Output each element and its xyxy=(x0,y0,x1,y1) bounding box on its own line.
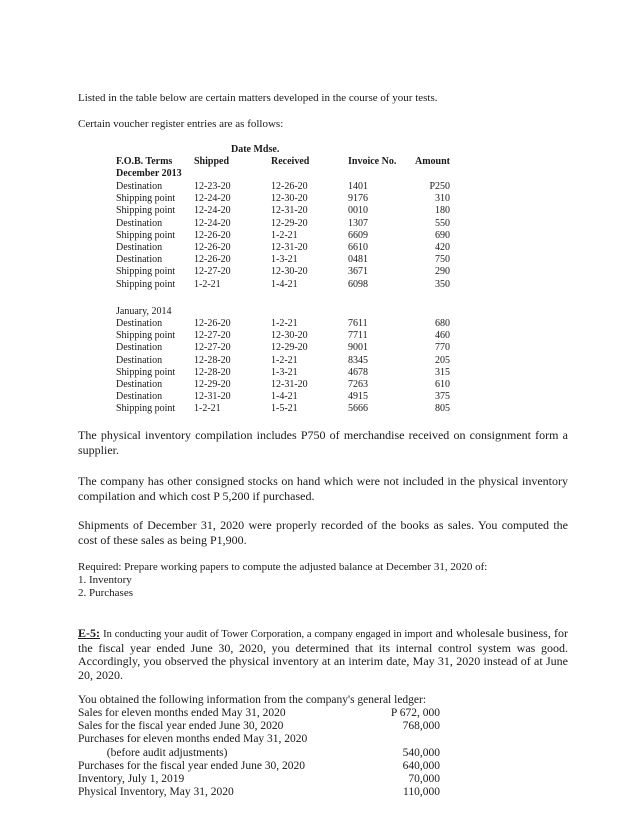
cell-shipped: 12-26-20 xyxy=(194,242,231,253)
ledger-value: 768,000 xyxy=(402,720,440,733)
required-list xyxy=(78,574,133,600)
problem-e5-text: and wholesale business, for the fiscal year ended June 30, 2020, you determined that its internal control system was good. Accordingly, you observed the physical inventory at an interim date, May 31, 2020 instead of at June 20, 2020. xyxy=(78,626,569,682)
cell-received: 1-5-21 xyxy=(271,403,298,415)
col-header-received: Received xyxy=(271,156,310,167)
group-header: Date Mdse. xyxy=(231,144,280,155)
ledger-label: Inventory, July 1, 2019 xyxy=(78,773,185,785)
cell-shipped: 12-29-20 xyxy=(194,379,231,390)
cell-terms: Destination xyxy=(116,354,163,366)
cell-amount: 460 xyxy=(435,330,450,342)
cell-invoice: 7263 xyxy=(348,379,368,390)
cell-received: 12-30-20 xyxy=(271,266,308,278)
cell-amount: 420 xyxy=(435,242,450,253)
cell-received: 12-31-20 xyxy=(271,205,308,217)
cell-shipped: 12-27-20 xyxy=(194,330,231,342)
cell-shipped: 12-28-20 xyxy=(194,354,231,366)
cell-received: 1-2-21 xyxy=(271,354,298,366)
cell-shipped: 1-2-21 xyxy=(194,278,221,290)
cell-shipped: 12-24-20 xyxy=(194,205,231,217)
cell-amount: 770 xyxy=(435,342,450,354)
cell-amount: 310 xyxy=(435,193,450,205)
ledger-label: Sales for the fiscal year ended June 30, 2020 xyxy=(78,720,284,733)
general-ledger-list xyxy=(78,707,440,802)
cell-invoice: 4678 xyxy=(348,366,368,378)
cell-terms: Shipping point xyxy=(116,229,176,241)
cell-amount: 750 xyxy=(435,254,450,266)
ledger-row xyxy=(78,786,440,799)
intro-line-2: Certain voucher register entries are as follows: xyxy=(78,118,284,130)
cell-terms: Shipping point xyxy=(116,266,176,278)
cell-invoice: 7711 xyxy=(348,330,368,342)
cell-received: 1-3-21 xyxy=(271,254,298,266)
cell-terms: Destination xyxy=(116,242,163,253)
cell-amount: 610 xyxy=(435,379,450,390)
col-header-invoice: Invoice No. xyxy=(348,156,397,167)
cell-terms: Shipping point xyxy=(116,330,176,342)
cell-invoice: 8345 xyxy=(348,354,368,366)
cell-invoice: 0010 xyxy=(348,205,368,217)
cell-invoice: 9001 xyxy=(348,342,368,354)
cell-received: 12-31-20 xyxy=(271,242,308,253)
cell-received: 12-30-20 xyxy=(271,330,308,342)
cell-received: 12-29-20 xyxy=(271,342,308,354)
cell-shipped: 12-26-20 xyxy=(194,318,231,329)
cell-received: 12-30-20 xyxy=(271,193,308,205)
cell-received: 1-3-21 xyxy=(271,366,298,378)
section-title-january: January, 2014 xyxy=(116,306,172,317)
cell-invoice: 5666 xyxy=(348,403,368,415)
paragraph-shipments: Shipments of December 31, 2020 were properly recorded of the books as sales. You computed the cost of these sales as being P1,900. xyxy=(78,518,568,547)
cell-amount: 350 xyxy=(435,278,450,290)
cell-invoice: 6098 xyxy=(348,278,368,290)
ledger-label: Sales for eleven months ended May 31, 2020 xyxy=(78,707,286,719)
cell-shipped: 12-27-20 xyxy=(194,266,231,278)
required-item-purchases: 2. Purchases xyxy=(78,587,133,599)
required-text: Required: Prepare working papers to compute the adjusted balance at December 31, 2020 of: xyxy=(78,561,488,573)
ledger-label: Physical Inventory, May 31, 2020 xyxy=(78,786,234,799)
ledger-value: P 672, 000 xyxy=(390,707,440,719)
col-header-amount: Amount xyxy=(414,156,450,167)
ledger-label: Purchases for eleven months ended May 31, 2020 xyxy=(78,733,308,746)
cell-amount: 290 xyxy=(435,266,450,278)
cell-shipped: 12-23-20 xyxy=(194,181,231,192)
cell-amount: 180 xyxy=(435,205,450,217)
cell-invoice: 9176 xyxy=(348,193,368,205)
cell-amount: 315 xyxy=(435,366,450,378)
cell-shipped: 12-24-20 xyxy=(194,193,231,205)
col-header-terms: F.O.B. Terms xyxy=(116,156,173,167)
cell-terms: Shipping point xyxy=(116,366,176,378)
cell-amount: 690 xyxy=(435,229,450,241)
cell-invoice: 0481 xyxy=(348,254,368,266)
cell-amount: 375 xyxy=(435,391,450,403)
voucher-register-table xyxy=(116,144,456,419)
ledger-label: Purchases for the fiscal year ended June 30, 2020 xyxy=(78,759,306,772)
cell-received: 1-2-21 xyxy=(271,229,298,241)
cell-invoice: 1307 xyxy=(348,217,368,229)
cell-amount: 550 xyxy=(435,217,450,229)
cell-shipped: 12-31-20 xyxy=(194,391,231,403)
cell-terms: Destination xyxy=(116,254,163,266)
cell-terms: Destination xyxy=(116,342,163,354)
cell-shipped: 12-27-20 xyxy=(194,342,231,354)
ledger-row xyxy=(78,733,440,746)
cell-invoice: 6609 xyxy=(348,229,368,241)
cell-amount: 805 xyxy=(435,403,450,415)
cell-shipped: 12-28-20 xyxy=(194,366,231,378)
ledger-value: 540,000 xyxy=(402,746,440,759)
ledger-value: 110,000 xyxy=(403,786,440,799)
paragraph-other-consigned: The company has other consigned stocks on hand which were not included in the physical inventory compilation and which cost P 5,200 if purchased. xyxy=(78,474,568,503)
cell-shipped: 12-26-20 xyxy=(194,254,231,266)
cell-terms: Destination xyxy=(116,318,163,329)
cell-invoice: 1401 xyxy=(348,181,368,192)
cell-terms: Shipping point xyxy=(116,193,176,205)
cell-terms: Destination xyxy=(116,181,163,192)
intro-line-1: Listed in the table below are certain matters developed in the course of your tests. xyxy=(78,92,438,104)
cell-invoice: 3671 xyxy=(348,266,368,278)
required-item-inventory: 1. Inventory xyxy=(78,574,132,586)
ledger-row xyxy=(78,760,440,773)
cell-received: 12-31-20 xyxy=(271,379,308,390)
cell-amount: 680 xyxy=(435,318,450,329)
cell-invoice: 4915 xyxy=(348,391,368,403)
problem-e5-label: E-5: xyxy=(78,626,100,640)
cell-terms: Destination xyxy=(116,379,163,390)
ledger-row xyxy=(78,747,440,760)
cell-terms: Destination xyxy=(116,217,163,229)
ledger-row xyxy=(78,720,440,733)
cell-invoice: 6610 xyxy=(348,242,368,253)
cell-amount: P250 xyxy=(429,181,450,192)
cell-received: 1-4-21 xyxy=(271,278,298,290)
cell-invoice: 7611 xyxy=(348,318,368,329)
paragraph-consignment: The physical inventory compilation includes P750 of merchandise received on consignment form a supplier. xyxy=(78,428,568,457)
cell-shipped: 12-24-20 xyxy=(194,217,231,229)
cell-terms: Shipping point xyxy=(116,278,176,290)
cell-terms: Shipping point xyxy=(116,403,176,415)
cell-shipped: 12-26-20 xyxy=(194,229,231,241)
section-title-december: December 2013 xyxy=(116,168,182,179)
ledger-row xyxy=(78,773,440,786)
ledger-intro: You obtained the following information from the company's general ledger: xyxy=(78,694,427,706)
cell-received: 1-4-21 xyxy=(271,391,298,403)
cell-received: 12-29-20 xyxy=(271,217,308,229)
cell-amount: 205 xyxy=(435,354,450,366)
problem-e5 xyxy=(78,627,568,682)
ledger-row xyxy=(78,707,440,720)
cell-received: 1-2-21 xyxy=(271,318,298,329)
cell-received: 12-26-20 xyxy=(271,181,308,192)
col-header-shipped: Shipped xyxy=(194,156,230,167)
cell-shipped: 1-2-21 xyxy=(194,403,221,415)
ledger-label: (before audit adjustments) xyxy=(78,746,228,759)
cell-terms: Destination xyxy=(116,391,163,403)
ledger-value: 70,000 xyxy=(408,773,440,785)
cell-terms: Shipping point xyxy=(116,205,176,217)
ledger-value: 640,000 xyxy=(402,759,440,772)
problem-e5-text-small: In conducting your audit of Tower Corporation, a company engaged in import xyxy=(103,629,433,640)
